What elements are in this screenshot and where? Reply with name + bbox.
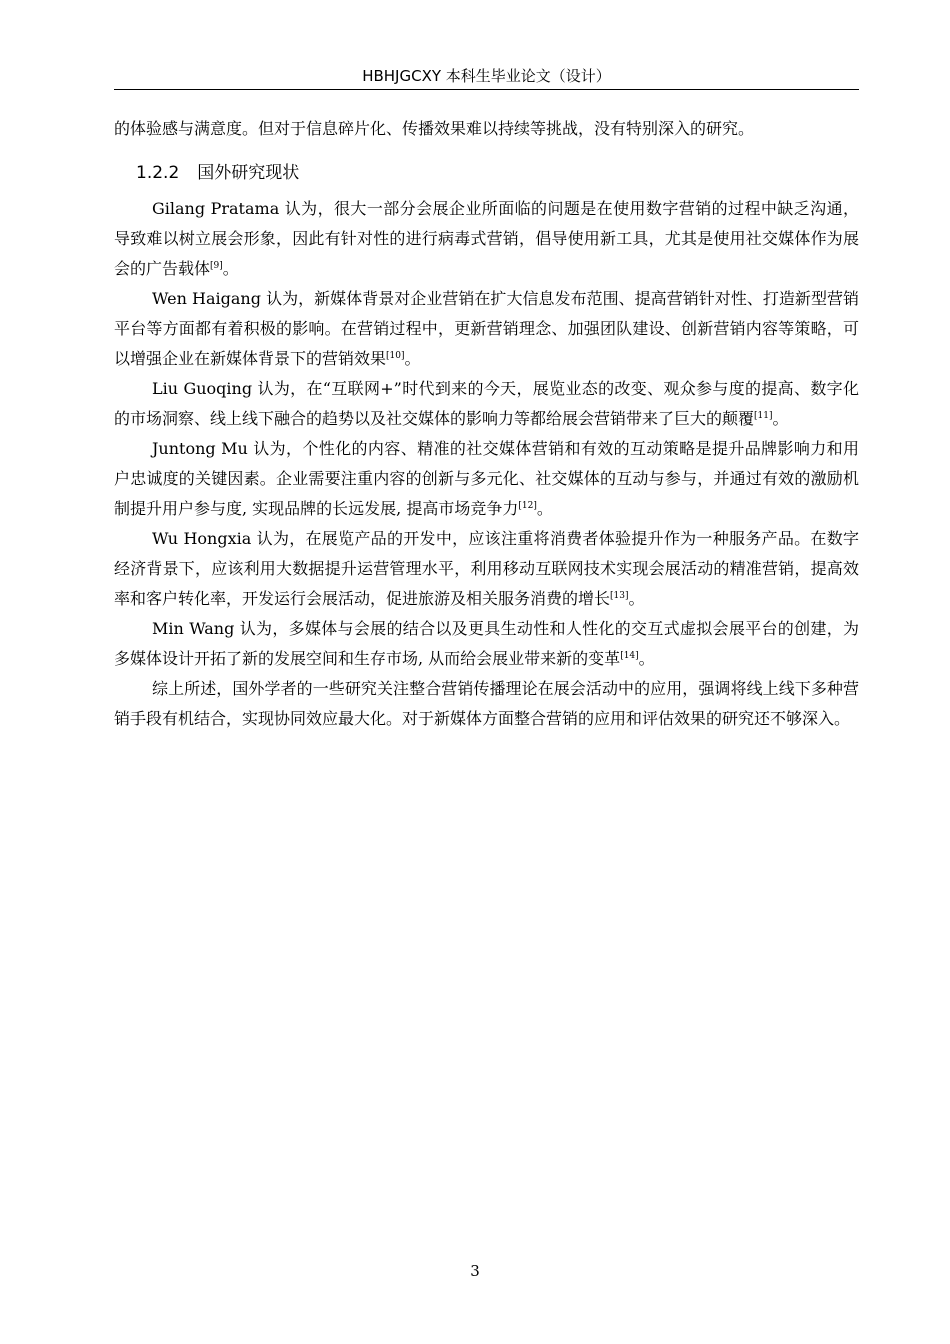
paragraph-min-wang	[114, 614, 859, 674]
paragraph-text: Juntong Mu 认为，个性化的内容、精准的社交媒体营销和有效的互动策略是提升品牌影响力和用户忠诚度的关键因素。企业需要注重内容的创新与多元化、社交媒体的互动与参与，并通过有效的激励机制提升用户参与度, 实现品牌的长远发展, 提高市场竞争力	[114, 439, 859, 518]
paragraph-text: Wu Hongxia 认为，在展览产品的开发中，应该注重将消费者体验提升作为一种服务产品。在数字经济背景下，应该利用大数据提升运营管理水平，利用移动互联网技术实现会展活动的精准营销，提高效率和客户转化率，开发运行会展活动，促进旅游及相关服务消费的增长	[114, 529, 859, 608]
section-number: 1.2.2	[136, 163, 180, 183]
paragraph-liu-guoqing	[114, 374, 859, 434]
paragraph-text: 的体验感与满意度。但对于信息碎片化、传播效果难以持续等挑战，没有特别深入的研究。	[114, 119, 755, 138]
section-title: 国外研究现状	[197, 163, 300, 183]
citation-ref: [13]	[610, 591, 629, 601]
paragraph-continued	[114, 114, 859, 144]
paragraph-tail: 。	[536, 499, 553, 518]
header-divider	[114, 89, 859, 90]
citation-ref: [12]	[518, 501, 537, 511]
paragraph-text: Liu Guoqing 认为，在“互联网+”时代到来的今天，展览业态的改变、观众参与度的提高、数字化的市场洞察、线上线下融合的趋势以及社交媒体的影响力等都给展会营销带来了巨大的颠覆	[114, 379, 859, 428]
paragraph-summary	[114, 674, 859, 734]
paragraph-text: Wen Haigang 认为，新媒体背景对企业营销在扩大信息发布范围、提高营销针对性、打造新型营销平台等方面都有着积极的影响。在营销过程中，更新营销理念、加强团队建设、创新营销内容等策略，可以增强企业在新媒体背景下的营销效果	[114, 289, 859, 368]
paragraph-text: Gilang Pratama 认为，很大一部分会展企业所面临的问题是在使用数字营销的过程中缺乏沟通，导致难以树立展会形象，因此有针对性的进行病毒式营销，倡导使用新工具，尤其是使用社交媒体作为展会的广告载体	[114, 199, 859, 278]
paragraph-tail: 。	[404, 349, 421, 368]
paragraph-text: 综上所述，国外学者的一些研究关注整合营销传播理论在展会活动中的应用，强调将线上线下多种营销手段有机结合，实现协同效应最大化。对于新媒体方面整合营销的应用和评估效果的研究还不够深入。	[114, 679, 859, 728]
paragraph-wu-hongxia	[114, 524, 859, 614]
citation-ref: [14]	[620, 651, 639, 661]
citation-ref: [11]	[754, 411, 773, 421]
paragraph-text: Min Wang 认为，多媒体与会展的结合以及更具生动性和人性化的交互式虚拟会展平台的创建，为多媒体设计开拓了新的发展空间和生存市场, 从而给会展业带来新的变革	[114, 619, 859, 668]
paragraph-tail: 。	[628, 589, 645, 608]
paragraph-wen-haigang	[114, 284, 859, 374]
section-heading	[136, 158, 859, 188]
page-body	[114, 114, 859, 734]
paragraph-tail: 。	[222, 259, 239, 278]
paragraph-juntong-mu	[114, 434, 859, 524]
paragraph-tail: 。	[772, 409, 789, 428]
paragraph-pratama	[114, 194, 859, 284]
paragraph-tail: 。	[638, 649, 655, 668]
citation-ref: [10]	[386, 351, 405, 361]
page-number: 3	[470, 1262, 480, 1280]
page-header: HBHJGCXY 本科生毕业论文（设计）	[362, 67, 611, 85]
citation-ref: [9]	[210, 261, 223, 271]
